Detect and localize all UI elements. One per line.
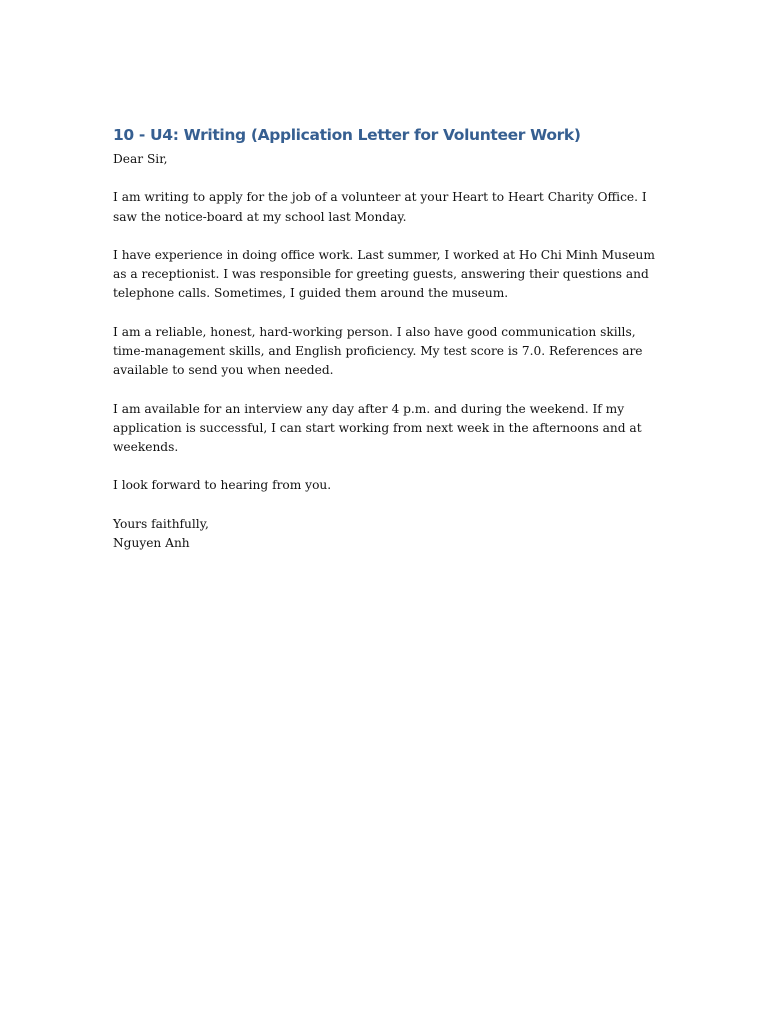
salutation: Dear Sir, <box>113 152 168 166</box>
paragraph-qualities: I am a reliable, honest, hard-working person. I also have good communication skills, time-management skills, and English proficiency. My test score is 7.0. References are available to send you when needed. <box>113 324 643 378</box>
paragraph-apply: I am writing to apply for the job of a volunteer at your Heart to Heart Charity Office. I saw the notice-board at my school last Monday. <box>113 190 647 224</box>
sign-off: Yours faithfully, <box>113 516 209 531</box>
paragraph-closing: I look forward to hearing from you. <box>113 478 332 493</box>
letter-content <box>113 124 658 553</box>
signature-name: Nguyen Anh <box>113 535 190 550</box>
document-title: 10 - U4: Writing (Application Letter for Volunteer Work) <box>113 126 581 144</box>
paragraph-experience: I have experience in doing office work. Last summer, I worked at Ho Chi Minh Museum as a receptionist. I was responsible for greeting guests, answering their questions and telephone calls. Sometimes, I guided them around the museum. <box>113 247 655 301</box>
paragraph-availability: I am available for an interview any day after 4 p.m. and during the weekend. If my application is successful, I can start working from next week in the afternoons and at weekends. <box>113 401 642 454</box>
